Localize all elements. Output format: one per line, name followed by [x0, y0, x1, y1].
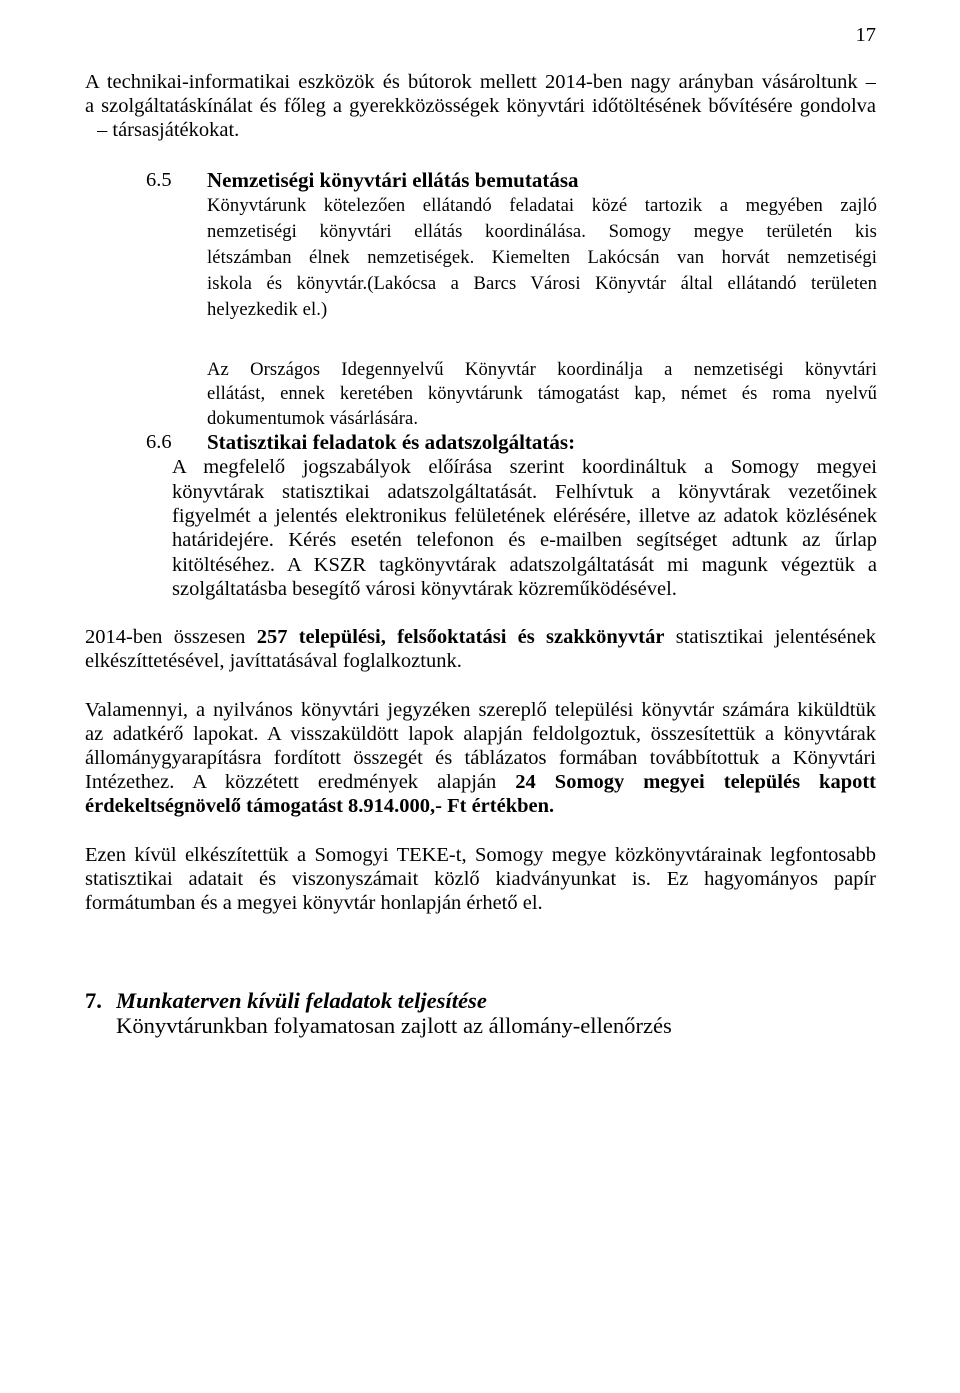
paragraph-line: a szolgáltatáskínálat és főleg a gyerekközösségek könyvtári időtöltésének bővítésére gondolva: [85, 95, 876, 117]
paragraph-line: [85, 770, 876, 794]
paragraph-line: az adatkérő lapokat. A visszaküldött lapok alapján feldolgoztuk, összesítettük a könyvtárak: [85, 723, 876, 745]
paragraph-line: határidejére. Kérés esetén telefonon és e-mailben segítséget adtunk az űrlap: [172, 529, 877, 551]
paragraph-line: statisztikai adatait és viszonyszámait közlő kiadványunkat is. Ez hagyományos papír: [85, 868, 876, 890]
bold-text-run: 24 Somogy megyei település kapott: [515, 771, 876, 793]
paragraph-line: iskola és könyvtár.(Lakócsa a Barcs Városi Könyvtár által ellátandó területen: [207, 273, 877, 294]
paragraph-line: formátumban és a megyei könyvtár honlapján érhető el.: [85, 892, 543, 914]
paragraph-line: könyvtárak statisztikai adatszolgáltatását. Felhívtuk a könyvtárak vezetőinek: [172, 481, 877, 503]
text-run: Intézethez. A közzétett eredmények alapján: [85, 771, 497, 793]
paragraph-line: [85, 625, 876, 649]
paragraph-line: A megfelelő jogszabályok előírása szerint koordináltuk a Somogy megyei: [172, 456, 877, 478]
section-title: Statisztikai feladatok és adatszolgáltatás:: [207, 430, 576, 454]
paragraph-line: Az Országos Idegennyelvű Könyvtár koordinálja a nemzetiségi könyvtári: [207, 359, 877, 380]
paragraph-line: elkészíttetésével, javíttatásával foglalkoztunk.: [85, 650, 462, 672]
paragraph-line: nemzetiségi könyvtári ellátás koordinálása. Somogy megye területén kis: [207, 221, 877, 242]
paragraph-line: állománygyarapításra fordított összegét és táblázatos formában továbbítottuk a Könyvtári: [85, 747, 876, 769]
paragraph-line: helyezkedik el.): [207, 299, 328, 320]
section-title: Munkaterven kívüli feladatok teljesítése: [116, 988, 487, 1013]
paragraph-line: dokumentumok vásárlására.: [207, 408, 419, 429]
paragraph-line: Könyvtárunk kötelezően ellátandó feladatai közé tartozik a megyében zajló: [207, 195, 877, 216]
paragraph-line: Valamennyi, a nyilvános könyvtári jegyzéken szereplő települési könyvtár számára kiküldtük: [85, 699, 876, 721]
text-run: statisztikai jelentésének: [675, 626, 876, 648]
paragraph-line: – társasjátékokat.: [97, 119, 240, 141]
section-title: Nemzetiségi könyvtári ellátás bemutatása: [207, 168, 579, 192]
paragraph-line: Könyvtárunkban folyamatosan zajlott az állomány-ellenőrzés: [116, 1013, 672, 1038]
paragraph-line: érdekeltségnövelő támogatást 8.914.000,- Ft értékben.: [85, 795, 555, 817]
paragraph-line: kitöltéséhez. A KSZR tagkönyvtárak adatszolgáltatását mi magunk végeztük a: [172, 554, 877, 576]
paragraph-line: Ezen kívül elkészítettük a Somogyi TEKE-t, Somogy megye közkönyvtárainak legfontosabb: [85, 844, 876, 866]
paragraph-line: ellátást, ennek keretében könyvtárunk támogatást kap, német és roma nyelvű: [207, 383, 877, 404]
paragraph-line: létszámban élnek nemzetiségek. Kiemelten Lakócsán van horvát nemzetiségi: [207, 247, 877, 268]
section-number: 6.6: [146, 431, 172, 453]
bold-text-run: 257 települési, felsőoktatási és szakkönyvtár: [256, 626, 665, 648]
text-run: 2014-ben összesen: [85, 626, 246, 648]
paragraph-line: A technikai-informatikai eszközök és bútorok mellett 2014-ben nagy arányban vásároltunk –: [85, 71, 876, 93]
paragraph-line: figyelmét a jelentés elektronikus felületének elérésére, illetve az adatok közlésének: [172, 505, 877, 527]
section-number: 7.: [85, 988, 102, 1013]
page-number: 17: [855, 24, 876, 46]
section-number: 6.5: [146, 169, 172, 191]
paragraph-line: szolgáltatásba besegítő városi könyvtárak közreműködésével.: [172, 578, 677, 600]
